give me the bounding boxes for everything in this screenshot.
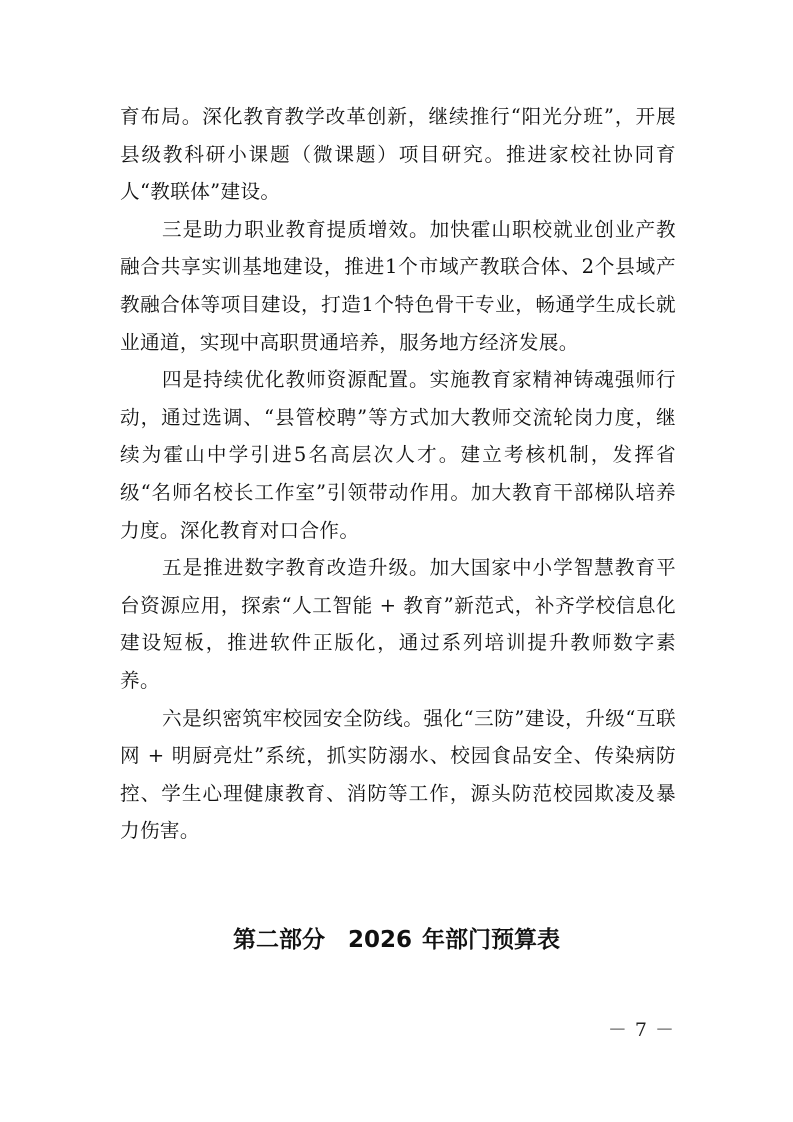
- paragraph-continuation: 育布局。深化教育教学改革创新，继续推行“阳光分班”，开展县级教科研小课题（微课题）项目研究。推进家校社协同育人“教联体”建设。: [120, 105, 676, 204]
- paragraph-digital-education: 五是推进数字教育改造升级。加大国家中小学智慧教育平台资源应用，探索“人工智能 + 教育”新范式，补齐学校信息化建设短板，推进软件正版化，通过系列培训提升教师数字素养。: [120, 556, 676, 692]
- section-title: 第二部分 2026 年部门预算表: [232, 927, 561, 953]
- paragraph-vocational-education: 三是助力职业教育提质增效。加快霍山职校就业创业产教融合共享实训基地建设，推进1个市域产教联合体、2个县域产教融合体等项目建设，打造1个特色骨干专业，畅通学生成长就业通道，实现中高职贯通培养，服务地方经济发展。: [120, 217, 676, 354]
- paragraph-teacher-resources: 四是持续优化教师资源配置。实施教育家精神铸魂强师行动，通过选调、“县管校聘”等方式加大教师交流轮岗力度，继续为霍山中学引进5名高层次人才。建立考核机制，发挥省级“名师名校长工作室”引领带动作用。加大教育干部梯队培养力度。深化教育对口合作。: [120, 368, 676, 542]
- body-text: [120, 98, 676, 850]
- paragraph-campus-safety: 六是织密筑牢校园安全防线。强化“三防”建设，升级“互联网 + 明厨亮灶”系统，抓实防溺水、校园食品安全、传染病防控、学生心理健康教育、消防等工作，源头防范校园欺凌及暴力伤害。: [120, 706, 676, 843]
- page-number: － 7 －: [607, 1019, 675, 1041]
